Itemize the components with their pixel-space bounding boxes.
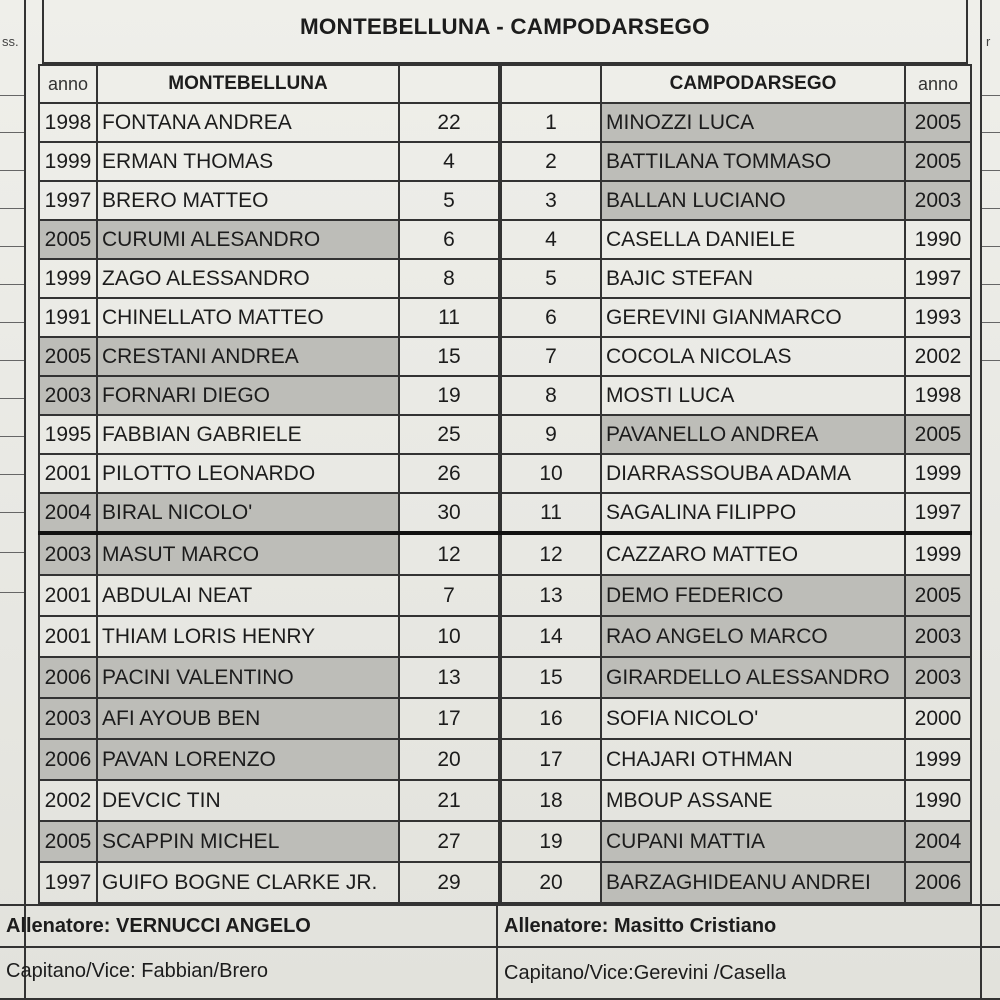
player-name: PAVAN LORENZO — [97, 739, 399, 780]
player-birth-year: 2001 — [39, 454, 97, 493]
player-name: CASELLA DANIELE — [601, 220, 905, 259]
away-starter-row — [501, 376, 971, 415]
left-column-fragment — [0, 0, 26, 1000]
player-birth-year: 2004 — [905, 821, 971, 862]
player-name: BAJIC STEFAN — [601, 259, 905, 298]
away-team-header: CAMPODARSEGO — [601, 65, 905, 103]
player-name: COCOLA NICOLAS — [601, 337, 905, 376]
home-starter-row — [39, 415, 499, 454]
shirt-number: 10 — [399, 616, 499, 657]
home-starter-row — [39, 220, 499, 259]
shirt-number: 7 — [501, 337, 601, 376]
away-roster-table — [500, 64, 972, 904]
home-starter-row — [39, 337, 499, 376]
shirt-number: 16 — [501, 698, 601, 739]
away-number-header — [501, 65, 601, 103]
away-substitute-row — [501, 821, 971, 862]
player-name: GEREVINI GIANMARCO — [601, 298, 905, 337]
shirt-number: 10 — [501, 454, 601, 493]
player-birth-year: 1997 — [39, 862, 97, 903]
player-birth-year: 2006 — [905, 862, 971, 903]
coach-row — [0, 904, 1000, 948]
player-name: THIAM LORIS HENRY — [97, 616, 399, 657]
shirt-number: 4 — [501, 220, 601, 259]
player-birth-year: 2001 — [39, 575, 97, 616]
player-name: BATTILANA TOMMASO — [601, 142, 905, 181]
away-starter-row — [501, 259, 971, 298]
player-birth-year: 1999 — [905, 533, 971, 575]
player-name: CRESTANI ANDREA — [97, 337, 399, 376]
shirt-number: 11 — [501, 493, 601, 533]
away-coach: Allenatore: Masitto Cristiano — [504, 915, 777, 937]
home-substitute-row — [39, 698, 499, 739]
player-name: ERMAN THOMAS — [97, 142, 399, 181]
player-name: AFI AYOUB BEN — [97, 698, 399, 739]
home-substitute-row — [39, 616, 499, 657]
player-birth-year: 2001 — [39, 616, 97, 657]
player-name: PAVANELLO ANDREA — [601, 415, 905, 454]
shirt-number: 15 — [399, 337, 499, 376]
shirt-number: 19 — [399, 376, 499, 415]
player-birth-year: 2002 — [39, 780, 97, 821]
player-name: MINOZZI LUCA — [601, 103, 905, 142]
player-birth-year: 2006 — [39, 657, 97, 698]
shirt-number: 2 — [501, 142, 601, 181]
shirt-number: 20 — [399, 739, 499, 780]
shirt-number: 12 — [501, 533, 601, 575]
away-header-row — [501, 65, 971, 103]
shirt-number: 29 — [399, 862, 499, 903]
shirt-number: 13 — [501, 575, 601, 616]
home-starter-row — [39, 493, 499, 533]
shirt-number: 17 — [501, 739, 601, 780]
player-birth-year: 2005 — [39, 337, 97, 376]
shirt-number: 17 — [399, 698, 499, 739]
player-birth-year: 1998 — [905, 376, 971, 415]
away-substitute-row — [501, 780, 971, 821]
home-substitute-row — [39, 862, 499, 903]
player-name: CHAJARI OTHMAN — [601, 739, 905, 780]
home-starter-row — [39, 259, 499, 298]
player-birth-year: 1999 — [39, 142, 97, 181]
player-birth-year: 1990 — [905, 780, 971, 821]
player-name: FONTANA ANDREA — [97, 103, 399, 142]
left-fragment-text: ss. — [2, 34, 19, 49]
player-birth-year: 1993 — [905, 298, 971, 337]
away-substitute-row — [501, 739, 971, 780]
player-birth-year: 2003 — [39, 376, 97, 415]
away-starter-row — [501, 493, 971, 533]
shirt-number: 15 — [501, 657, 601, 698]
player-name: BALLAN LUCIANO — [601, 181, 905, 220]
shirt-number: 30 — [399, 493, 499, 533]
away-year-header: anno — [905, 65, 971, 103]
home-year-header: anno — [39, 65, 97, 103]
away-starter-row — [501, 220, 971, 259]
player-name: CHINELLATO MATTEO — [97, 298, 399, 337]
shirt-number: 25 — [399, 415, 499, 454]
player-birth-year: 2005 — [905, 142, 971, 181]
shirt-number: 1 — [501, 103, 601, 142]
shirt-number: 19 — [501, 821, 601, 862]
player-birth-year: 1999 — [905, 454, 971, 493]
player-name: GIRARDELLO ALESSANDRO — [601, 657, 905, 698]
shirt-number: 12 — [399, 533, 499, 575]
away-starter-row — [501, 415, 971, 454]
shirt-number: 3 — [501, 181, 601, 220]
shirt-number: 14 — [501, 616, 601, 657]
player-birth-year: 1995 — [39, 415, 97, 454]
player-birth-year: 1999 — [39, 259, 97, 298]
right-fragment-text: r — [986, 34, 991, 49]
player-name: BARZAGHIDEANU ANDREI — [601, 862, 905, 903]
away-starter-row — [501, 454, 971, 493]
player-name: MASUT MARCO — [97, 533, 399, 575]
player-name: CAZZARO MATTEO — [601, 533, 905, 575]
player-name: RAO ANGELO MARCO — [601, 616, 905, 657]
shirt-number: 4 — [399, 142, 499, 181]
home-starter-row — [39, 181, 499, 220]
player-birth-year: 1991 — [39, 298, 97, 337]
shirt-number: 22 — [399, 103, 499, 142]
home-team-header: MONTEBELLUNA — [97, 65, 399, 103]
player-name: FABBIAN GABRIELE — [97, 415, 399, 454]
player-birth-year: 2003 — [905, 181, 971, 220]
player-name: SOFIA NICOLO' — [601, 698, 905, 739]
player-birth-year: 2003 — [39, 698, 97, 739]
home-starter-row — [39, 376, 499, 415]
player-name: CURUMI ALESANDRO — [97, 220, 399, 259]
player-birth-year: 1997 — [905, 259, 971, 298]
player-birth-year: 1998 — [39, 103, 97, 142]
player-birth-year: 1999 — [905, 739, 971, 780]
player-birth-year: 2005 — [39, 220, 97, 259]
away-starter-row — [501, 142, 971, 181]
captain-row — [0, 946, 1000, 1000]
player-name: ZAGO ALESSANDRO — [97, 259, 399, 298]
player-birth-year: 2000 — [905, 698, 971, 739]
away-substitute-row — [501, 657, 971, 698]
away-substitute-row — [501, 575, 971, 616]
away-starter-row — [501, 103, 971, 142]
player-name: DEVCIC TIN — [97, 780, 399, 821]
away-substitute-row — [501, 616, 971, 657]
shirt-number: 7 — [399, 575, 499, 616]
away-starter-row — [501, 181, 971, 220]
away-starter-row — [501, 298, 971, 337]
shirt-number: 18 — [501, 780, 601, 821]
home-coach: Allenatore: VERNUCCI ANGELO — [6, 915, 311, 937]
player-name: CUPANI MATTIA — [601, 821, 905, 862]
player-name: SAGALINA FILIPPO — [601, 493, 905, 533]
player-name: MOSTI LUCA — [601, 376, 905, 415]
player-birth-year: 2005 — [39, 821, 97, 862]
home-substitute-row — [39, 575, 499, 616]
player-name: PACINI VALENTINO — [97, 657, 399, 698]
home-header-row — [39, 65, 499, 103]
away-substitute-row — [501, 698, 971, 739]
player-name: MBOUP ASSANE — [601, 780, 905, 821]
shirt-number: 26 — [399, 454, 499, 493]
home-captain: Capitano/Vice: Fabbian/Brero — [6, 960, 269, 982]
home-starter-row — [39, 142, 499, 181]
player-birth-year: 1997 — [905, 493, 971, 533]
match-title-box — [42, 0, 968, 64]
player-birth-year: 2005 — [905, 575, 971, 616]
shirt-number: 21 — [399, 780, 499, 821]
shirt-number: 20 — [501, 862, 601, 903]
away-substitute-row — [501, 862, 971, 903]
home-substitute-row — [39, 533, 499, 575]
home-starter-row — [39, 103, 499, 142]
home-substitute-row — [39, 657, 499, 698]
shirt-number: 8 — [501, 376, 601, 415]
player-birth-year: 2002 — [905, 337, 971, 376]
home-number-header — [399, 65, 499, 103]
shirt-number: 9 — [501, 415, 601, 454]
player-name: DEMO FEDERICO — [601, 575, 905, 616]
shirt-number: 8 — [399, 259, 499, 298]
shirt-number: 13 — [399, 657, 499, 698]
home-substitute-row — [39, 780, 499, 821]
player-birth-year: 2006 — [39, 739, 97, 780]
shirt-number: 5 — [501, 259, 601, 298]
player-name: SCAPPIN MICHEL — [97, 821, 399, 862]
shirt-number: 6 — [399, 220, 499, 259]
player-name: GUIFO BOGNE CLARKE JR. — [97, 862, 399, 903]
player-name: PILOTTO LEONARDO — [97, 454, 399, 493]
player-name: ABDULAI NEAT — [97, 575, 399, 616]
player-birth-year: 2003 — [905, 616, 971, 657]
away-starter-row — [501, 337, 971, 376]
player-birth-year: 2004 — [39, 493, 97, 533]
player-name: BIRAL NICOLO' — [97, 493, 399, 533]
player-name: BRERO MATTEO — [97, 181, 399, 220]
home-substitute-row — [39, 739, 499, 780]
right-column-fragment — [980, 0, 1000, 1000]
player-birth-year: 2003 — [905, 657, 971, 698]
player-name: FORNARI DIEGO — [97, 376, 399, 415]
player-birth-year: 1997 — [39, 181, 97, 220]
home-roster-table — [38, 64, 500, 904]
player-birth-year: 1990 — [905, 220, 971, 259]
home-starter-row — [39, 454, 499, 493]
home-substitute-row — [39, 821, 499, 862]
shirt-number: 6 — [501, 298, 601, 337]
shirt-number: 27 — [399, 821, 499, 862]
shirt-number: 11 — [399, 298, 499, 337]
away-substitute-row — [501, 533, 971, 575]
match-title: MONTEBELLUNA - CAMPODARSEGO — [300, 14, 710, 39]
player-birth-year: 2005 — [905, 103, 971, 142]
shirt-number: 5 — [399, 181, 499, 220]
home-starter-row — [39, 298, 499, 337]
player-name: DIARRASSOUBA ADAMA — [601, 454, 905, 493]
player-birth-year: 2003 — [39, 533, 97, 575]
away-captain: Capitano/Vice:Gerevini /Casella — [504, 962, 787, 984]
player-birth-year: 2005 — [905, 415, 971, 454]
